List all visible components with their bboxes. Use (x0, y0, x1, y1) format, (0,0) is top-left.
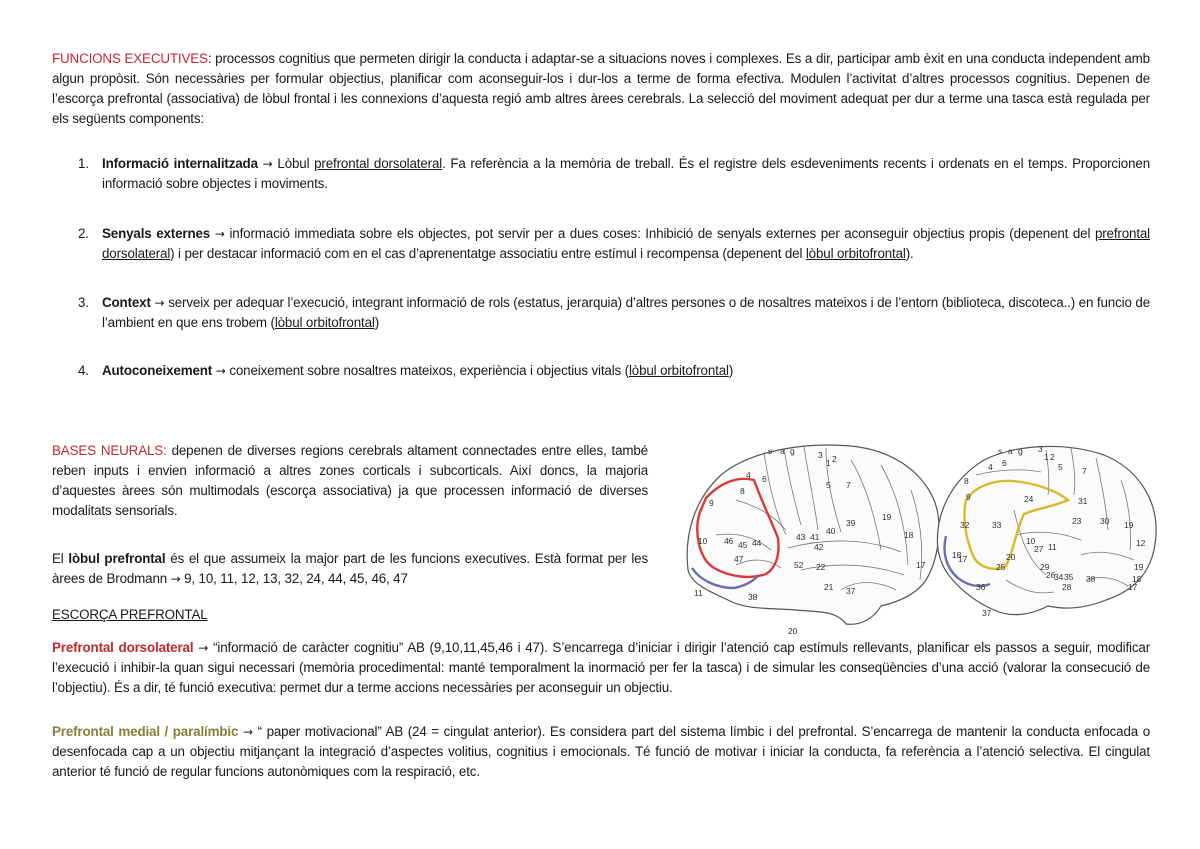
lateral-area-label: 7 (846, 480, 851, 490)
list-item-1: 1. Informació internalitzada → Lòbul prefrontal dorsolateral. Fa referència a la memòria de treball. És el registre dels esdeveniments recents i ordenats en el temps. Proporcionen informació sobre objectes i moviments. (78, 156, 1150, 191)
list-number: 4. (78, 363, 89, 378)
medial-area-label: a (1008, 446, 1013, 456)
medial-area-label: 23 (1072, 516, 1082, 526)
list-number: 3. (78, 295, 89, 310)
brain-area-link: prefrontal dorsolateral (102, 226, 1151, 261)
lateral-area-label: 9 (709, 498, 714, 508)
medial-area-label: 2 (1050, 452, 1055, 462)
medial-area-label: 38 (1086, 574, 1096, 584)
lateral-area-label: 10 (698, 536, 708, 546)
medial-area-label: 7 (1082, 466, 1087, 476)
lateral-area-label: g (790, 446, 795, 456)
list-title: Context (102, 295, 151, 310)
list-title: Senyals externes (102, 226, 211, 241)
medial-area-label: 29 (1040, 562, 1050, 572)
medial-area-label: 20 (1006, 552, 1016, 562)
list-title: Autoconeixement (102, 363, 213, 378)
medial-area-label: 24 (1024, 494, 1034, 504)
medial-area-label: 34 (1054, 572, 1064, 582)
medial-area-label: 25 (996, 562, 1006, 572)
medial-area-label: 9 (966, 492, 971, 502)
medial-area-label: 17 (958, 554, 968, 564)
arrow-icon: → (212, 364, 230, 378)
lobul-paragraph: El lòbul prefrontal és el que assumeix la major part de les funcions executives. Està format per les àrees de Brodmann → 9, 10, 11, 12, 13, 32, 24, 44, 45, 46, 47 (52, 551, 649, 586)
intro-heading: FUNCIONS EXECUTIVES (52, 51, 208, 66)
list-number: 1. (78, 156, 89, 171)
list-number: 2. (78, 226, 89, 241)
dorsolateral-title: Prefrontal dorsolateral (52, 640, 194, 655)
medial-paragraph (52, 722, 1150, 782)
medial-area-label: 33 (992, 520, 1002, 530)
intro-colon: : (207, 51, 212, 66)
lateral-area-label: 42 (814, 542, 824, 552)
lateral-area-label: 21 (824, 582, 834, 592)
medial-area-label: 18 (1132, 574, 1142, 584)
lateral-area-label: 37 (846, 586, 856, 596)
dorsolateral-text: “informació de caràcter cognitiu” AB (9,10,11,45,46 i 47). S’encarrega d’iniciar i dirigir l’atenció cap estímuls rellevants, planificar els passos a seguir, modificar l’execució i inhibir-la quan sigui necessari (memòria procedimental: manté temporalment la inormació per fer la tasca) i de simular les conseqüències d’una acció (valorar la consecució de l’objectiu). És a dir, té funció executiva: permet dur a terme accions necessàries per aconseguir un objectiu. (52, 640, 1151, 695)
lateral-area-label: s (768, 446, 773, 456)
medial-area-label: 32 (960, 520, 970, 530)
medial-area-label: 11 (1048, 542, 1057, 552)
lateral-area-label: 43 (796, 532, 806, 542)
arrow-icon: → (238, 725, 258, 739)
lateral-area-label: 44 (752, 538, 762, 548)
bases-text: depenen de diverses regions cerebrals altament connectades entre elles, també reben inputs i envien informació a altres zones corticals i subcorticals. Així doncs, la majoria d’aquestes àrees són multimodals (escorça associativa) ja que processen informació de diverses modalitats sensorials. (52, 443, 648, 518)
medial-brain-view (937, 446, 1156, 614)
medial-area-label: 1 (1044, 452, 1049, 462)
lateral-area-label: 39 (846, 518, 856, 528)
lateral-area-label: 2 (832, 454, 837, 464)
lateral-area-label: 41 (810, 532, 820, 542)
medial-area-label: 30 (1100, 516, 1110, 526)
list-item-2: 2. Senyals externes → informació immediata sobre els objectes, pot servir per a dues coses: Inhibició de senyals externes per aconseguir objectius propis (depenent del prefrontal dorsolateral) i per destacar informació com en el cas d’aprenentatge associatiu entre estímul i recompensa (depenent del lòbul orbitofrontal). (78, 226, 1151, 261)
arrow-icon: → (257, 157, 278, 171)
medial-area-label: 10 (1026, 536, 1036, 546)
arrow-icon: → (150, 296, 169, 310)
lateral-area-label: 3 (818, 450, 823, 460)
brain-area-link: prefrontal dorsolateral (314, 156, 443, 171)
medial-area-label: s (998, 446, 1003, 456)
lateral-area-label: 22 (816, 562, 826, 572)
lateral-area-label: 45 (738, 540, 748, 550)
medial-text: “ paper motivacional” AB (24 = cingulat anterior). Es considera part del sistema límbic i del prefrontal. S’encarrega de mantenir la conducta enfocada o desenfocada cap a un objectiu mitjançant la integració d’aspectes volitius, cognitius i emocionals. Té funció de motivar i iniciar la conducta, fa referència a l’atenció selectiva. El cingulat anterior té funció de regular funcions autonòmiques com la respiració, etc. (52, 724, 1151, 779)
medial-area-label: 19 (1124, 520, 1134, 530)
medial-area-label: 17 (1128, 582, 1138, 592)
medial-area-label: 6 (1002, 458, 1007, 468)
medial-title: Prefrontal medial / paralímbic (52, 724, 239, 739)
lateral-area-label: a (780, 446, 785, 456)
lateral-area-label: 19 (882, 512, 892, 522)
medial-area-label: 18 (952, 550, 962, 560)
brain-area-link: lòbul orbitofrontal (274, 315, 375, 330)
lateral-area-label: 5 (826, 480, 831, 490)
medial-area-label: g (1018, 446, 1023, 456)
medial-area-label: 12 (1136, 538, 1146, 548)
medial-area-label: 27 (1034, 544, 1044, 554)
medial-area-label: 28 (1062, 582, 1072, 592)
lateral-area-label: 47 (734, 554, 744, 564)
lateral-area-label: 52 (794, 560, 804, 570)
medial-area-label: 37 (982, 608, 992, 618)
intro-paragraph (52, 49, 1150, 129)
lateral-area-label: 40 (826, 526, 836, 536)
lateral-area-label: 6 (762, 474, 767, 484)
medial-area-label: 19 (1134, 562, 1144, 572)
lobul-bold: lòbul prefrontal (68, 551, 166, 566)
arrow-icon: → (170, 572, 181, 586)
dorsolateral-paragraph (52, 638, 1150, 698)
medial-area-label: 36 (976, 582, 986, 592)
medial-area-label: 4 (988, 462, 993, 472)
medial-area-label: 35 (1064, 572, 1074, 582)
brain-area-link: lòbul orbitofrontal (805, 246, 906, 261)
section-title: ESCORÇA PREFRONTAL (52, 607, 208, 622)
medial-area-label: 26 (1046, 570, 1056, 580)
arrow-icon: → (210, 227, 230, 241)
lateral-area-label: 8 (740, 486, 745, 496)
medial-outline (937, 446, 1156, 614)
lateral-area-label: 20 (788, 626, 798, 636)
brodmann-areas: 9, 10, 11, 12, 13, 32, 24, 44, 45, 46, 47 (180, 571, 408, 586)
medial-area-label: 31 (1078, 496, 1088, 506)
list-item-4: 4. Autoconeixement → coneixement sobre nosaltres mateixos, experiència i objectius vitals (lòbul orbitofrontal) (78, 361, 1150, 381)
lateral-area-label: 11 (694, 588, 703, 598)
lateral-area-label: 38 (748, 592, 758, 602)
lateral-area-label: 1 (826, 458, 831, 468)
medial-area-label: 5 (1058, 462, 1063, 472)
list-title: Informació internalitzada (102, 156, 258, 171)
lateral-area-label: 4 (746, 470, 751, 480)
bases-heading: BASES NEURALS: (52, 443, 167, 458)
brodmann-brain-figure (676, 440, 1164, 636)
arrow-icon: → (193, 641, 214, 655)
medial-area-label: 3 (1038, 444, 1043, 454)
bases-paragraph (52, 441, 648, 521)
brain-area-link: lòbul orbitofrontal (628, 363, 729, 378)
lateral-area-label: 46 (724, 536, 734, 546)
intro-text: processos cognitius que permeten dirigir la conducta i adaptar-se a situacions noves i complexes. Es a dir, participar amb èxit en una conducta independent amb algun propòsit. Són necessàries per formular objectius, planificar com aconseguir-los i dur-los a terme de forma efectiva. Modulen l’activitat d’altres processos cognitius. Depenen de l’escorça prefrontal (associativa) de lòbul frontal i les connexions d’aquesta regió amb altres àrees cerebrals. La selecció del moviment adequat per dur a terme una tasca està regulada per els següents components: (52, 51, 1150, 126)
list-item-3: 3. Context → serveix per adequar l’execució, integrant informació de rols (estatus, jerarquia) d’altres persones o de nosaltres mateixos i de l’entorn (biblioteca, discoteca..) en funcio de l’ambient en que ens trobem (lòbul orbitofrontal) (78, 295, 1150, 330)
medial-area-label: 8 (964, 476, 969, 486)
lateral-area-label: 18 (904, 530, 914, 540)
lateral-area-label: 17 (916, 560, 926, 570)
